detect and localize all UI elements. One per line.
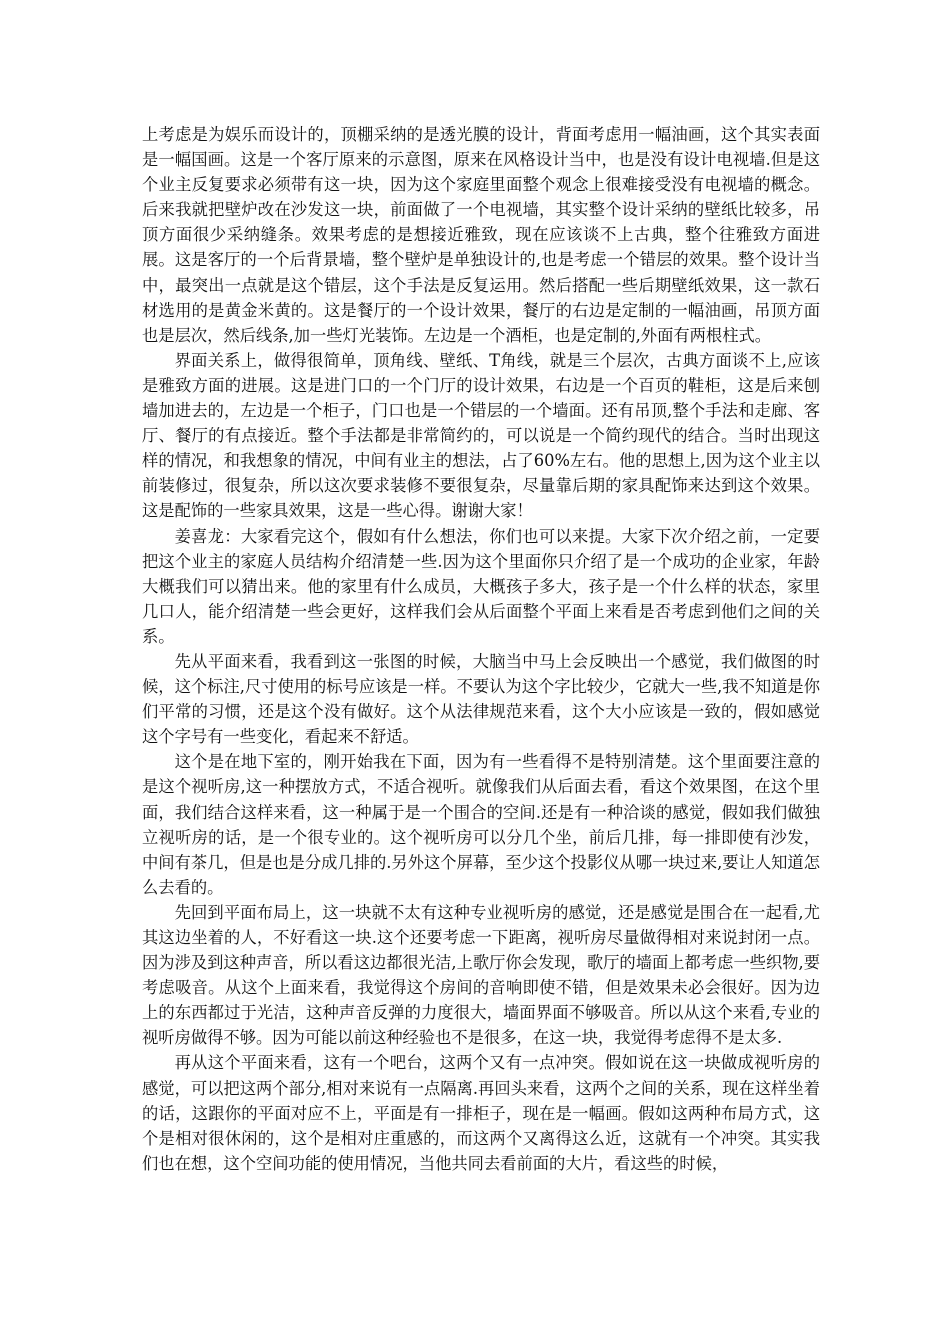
paragraph-6: 先回到平面布局上，这一块就不太有这种专业视听房的感觉，还是感觉是围合在一起看,尤其这边坐着的人，不好看这一块.这个还要考虑一下距离，视听房尽量做得相对来说封闭一点。因为涉及到这种声音，所以看这边都很光洁,上歌厅你会发现，歌厅的墙面上都考虑一些织物,要考虑吸音。从这个上面来看，我觉得这个房间的音响即使不错，但是效果未必会很好。因为边上的东西都过于光洁，这种声音反弹的力度很大，墙面界面不够吸音。所以从这个来看,专业的视听房做得不够。因为可能以前这种经验也不是很多，在这一块，我觉得考虑得不是太多. — [142, 902, 820, 1048]
paragraph-2: 界面关系上，做得很简单，顶角线、壁纸、T角线，就是三个层次，古典方面谈不上,应该是雅致方面的进展。这是进门口的一个门厅的设计效果，右边是一个百页的鞋柜，这是后来刨墙加进去的，左边是一个柜子，门口也是一个错层的一个墙面。还有吊顶,整个手法和走廊、客厅、餐厅的有点接近。整个手法都是非常简约的，可以说是一个简约现代的结合。当时出现这样的情况，和我想象的情况，中间有业主的想法，占了60%左右。他的思想上,因为这个业主以前装修过，很复杂，所以这次要求装修不要很复杂，尽量靠后期的家具配饰来达到这个效果。这是配饰的一些家具效果，这是一些心得。谢谢大家！ — [142, 350, 820, 521]
paragraph-5: 这个是在地下室的，刚开始我在下面，因为有一些看得不是特别清楚。这个里面要注意的是这个视听房,这一种摆放方式，不适合视听。就像我们从后面去看，看这个效果图，在这个里面，我们结合这样来看，这一种属于是一个围合的空间.还是有一种洽谈的感觉，假如我们做独立视听房的话，是一个很专业的。这个视听房可以分几个坐，前后几排，每一排即使有沙发，中间有茶几，但是也是分成几排的.另外这个屏幕，至少这个投影仪从哪一块过来,要让人知道怎么去看的。 — [142, 752, 820, 897]
paragraph-4: 先从平面来看，我看到这一张图的时候，大脑当中马上会反映出一个感觉，我们做图的时候，这个标注,尺寸使用的标号应该是一样。不要认为这个字比较少，它就大一些,我不知道是你们平常的习惯，还是这个没有做好。这个从法律规范来看，这个大小应该是一致的，假如感觉这个字号有一些变化，看起来不舒适。 — [142, 651, 820, 747]
paragraph-1: 上考虑是为娱乐而设计的，顶棚采纳的是透光膜的设计，背面考虑用一幅油画，这个其实表面是一幅国画。这是一个客厅原来的示意图，原来在风格设计当中，也是没有设计电视墙.但是这个业主反复要求必须带有这一块，因为这个家庭里面整个观念上很难接受没有电视墙的概念。后来我就把壁炉改在沙发这一块，前面做了一个电视墙，其实整个设计采纳的壁纸比较多，吊顶方面很少采纳缝条。效果考虑的是想接近雅致，现在应该谈不上古典，整个往雅致方面进展。这是客厅的一个后背景墙，整个壁炉是单独设计的,也是考虑一个错层的效果。整个设计当中，最突出一点就是这个错层，这个手法是反复运用。然后搭配一些后期壁纸效果，这一款石材选用的是黄金米黄的。这是餐厅的一个设计效果，餐厅的右边是定制的一幅油画，吊顶方面也是层次，然后线条,加一些灯光装饰。左边是一个酒柜，也是定制的,外面有两根柱式。 — [142, 125, 820, 345]
paragraph-7: 再从这个平面来看，这有一个吧台，这两个又有一点冲突。假如说在这一块做成视听房的感觉，可以把这两个部分,相对来说有一点隔离.再回头来看，这两个之间的关系，现在这样坐着的话，这跟你的平面对应不上，平面是有一排柜子，现在是一幅画。假如这两种布局方式，这个是相对很休闲的，这个是相对庄重感的，而这两个又离得这么近，这就有一个冲突。其实我们也在想，这个空间功能的使用情况，当他共同去看前面的大片，看这些的时候， — [142, 1053, 820, 1173]
paragraph-3: 姜喜龙：大家看完这个，假如有什么想法，你们也可以来提。大家下次介绍之前，一定要把这个业主的家庭人员结构介绍清楚一些.因为这个里面你只介绍了是一个成功的企业家，年龄大概我们可以猜出来。他的家里有什么成员，大概孩子多大，孩子是一个什么样的状态，家里几口人，能介绍清楚一些会更好，这样我们会从后面整个平面上来看是否考虑到他们之间的关系。 — [142, 526, 820, 646]
document-page — [142, 122, 820, 1176]
